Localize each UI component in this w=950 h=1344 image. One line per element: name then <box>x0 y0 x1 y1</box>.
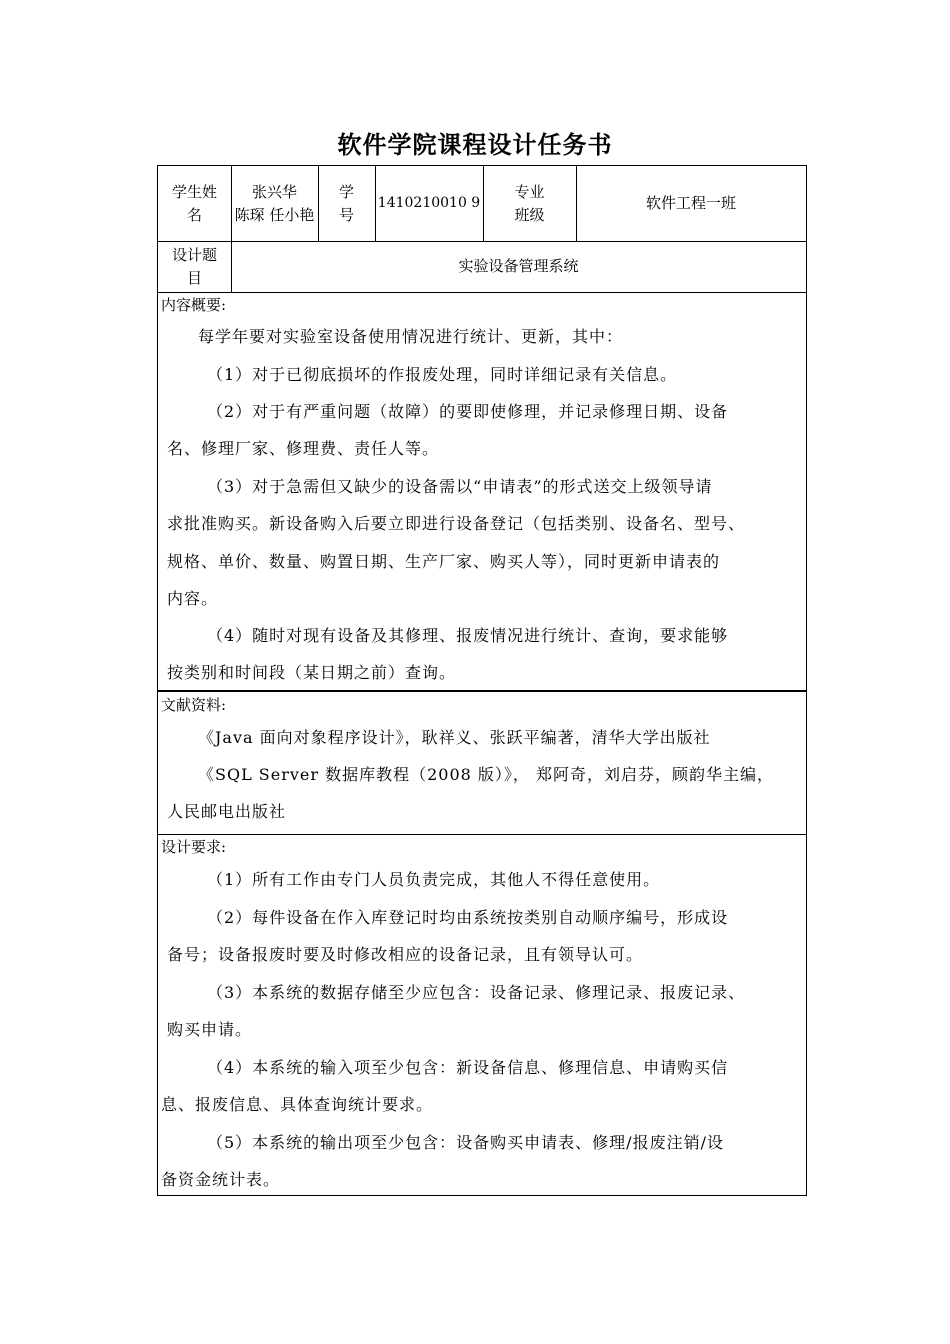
requirement-line: 备资金统计表。 <box>161 1170 281 1189</box>
major-class-label <box>483 166 576 241</box>
design-requirements-heading: 设计要求: <box>161 838 227 856</box>
design-topic-value <box>231 241 806 292</box>
references-heading: 文献资料: <box>161 696 227 714</box>
requirement-line: （2）每件设备在作入库登记时均由系统按类别自动顺序编号，形成设 <box>207 908 729 927</box>
content-line: （2）对于有严重问题（故障）的要即使修理，并记录修理日期、设备 <box>207 402 729 421</box>
student-id-value <box>375 166 483 241</box>
content-line: （1）对于已彻底损坏的作报废处理，同时详细记录有关信息。 <box>207 365 678 384</box>
content-line: 内容。 <box>167 589 219 608</box>
major-class-label-text: 专业班级 <box>514 182 545 224</box>
design-topic-value-text: 实验设备管理系统 <box>458 257 579 275</box>
document-title: 软件学院课程设计任务书 <box>337 131 613 159</box>
student-names-line1: 张兴华 <box>251 182 297 201</box>
student-id-label <box>318 166 375 241</box>
student-name-label <box>158 166 231 241</box>
reference-line: 《SQL Server 数据库教程（2008 版）》， 郑阿奇，刘启芬，顾韵华主编， <box>198 765 775 784</box>
student-id-value-text: 1410210010 9 <box>377 195 481 211</box>
student-names-line2: 陈琛 任小艳 <box>234 205 315 224</box>
reference-line: 《Java 面向对象程序设计》，耿祥义、张跃平编著，清华大学出版社 <box>198 728 711 747</box>
requirement-line: （1）所有工作由专门人员负责完成，其他人不得任意使用。 <box>207 870 661 889</box>
content-line: 每学年要对实验室设备使用情况进行统计、更新，其中： <box>198 327 624 346</box>
content-line: （3）对于急需但又缺少的设备需以“申请表”的形式送交上级领导请 <box>207 477 713 496</box>
content-summary-heading: 内容概要: <box>161 296 227 314</box>
major-class-value <box>576 166 806 241</box>
content-line: 规格、单价、数量、购置日期、生产厂家、购买人等），同时更新申请表的 <box>167 552 721 571</box>
requirement-line: （5）本系统的输出项至少包含：设备购买申请表、修理/报废注销/设 <box>207 1133 724 1152</box>
requirement-line: 购买申请。 <box>167 1020 253 1039</box>
content-line: （4）随时对现有设备及其修理、报废情况进行统计、查询，要求能够 <box>207 626 729 645</box>
content-line: 名、修理厂家、修理费、责任人等。 <box>167 439 440 458</box>
student-name-label-text: 学生姓名 <box>171 182 217 224</box>
design-topic-label <box>158 241 231 292</box>
design-topic-label-text: 设计题目 <box>171 245 217 287</box>
requirement-line: 息、报废信息、具体查询统计要求。 <box>161 1095 434 1114</box>
references-section <box>158 692 806 834</box>
task-sheet-table <box>157 165 807 1196</box>
content-line: 按类别和时间段（某日期之前）查询。 <box>167 663 457 682</box>
reference-line: 人民邮电出版社 <box>167 802 287 821</box>
student-names <box>231 166 318 241</box>
design-requirements-section <box>158 834 806 1195</box>
requirement-line: 备号；设备报废时要及时修改相应的设备记录，且有领导认可。 <box>167 945 644 964</box>
student-id-label-text: 学号 <box>338 182 354 224</box>
requirement-line: （4）本系统的输入项至少包含：新设备信息、修理信息、申请购买信 <box>207 1058 729 1077</box>
requirement-line: （3）本系统的数据存储至少应包含：设备记录、修理记录、报废记录、 <box>207 983 746 1002</box>
major-class-value-text: 软件工程一班 <box>645 194 736 212</box>
content-line: 求批准购买。新设备购入后要立即进行设备登记（包括类别、设备名、型号、 <box>167 514 746 533</box>
content-summary-section <box>158 292 806 690</box>
